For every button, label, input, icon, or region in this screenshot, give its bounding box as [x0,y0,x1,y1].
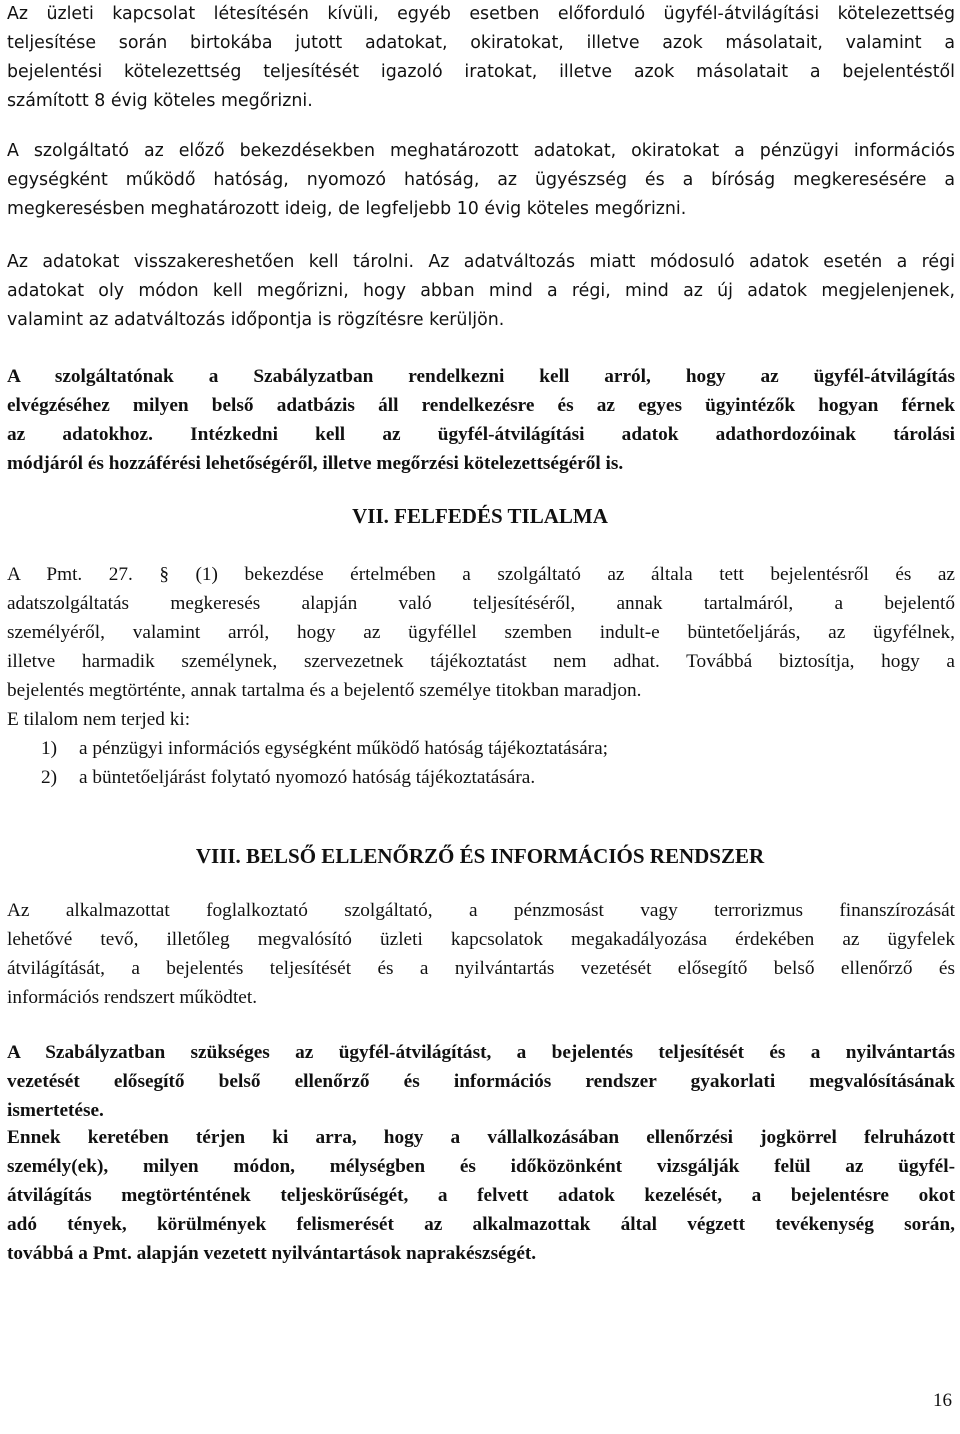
paragraph-retention-10-years [7,137,955,224]
text-line: valamint az adatváltozás időpontja is rögzítésre kerüljön. [7,310,505,330]
text-line: adó tények, körülmények felismerését az alkalmazottak által végzett tevékenység során, [7,1214,955,1235]
text-line: az adatokhoz. Intézkedni kell az ügyfél-átvilágítási adatok adathordozóinak tárolási [7,424,955,445]
text-line: A Pmt. 27. § (1) bekezdése értelmében a szolgáltató az általa tett bejelentésről és az [7,564,955,585]
list-number: 2) [41,767,58,788]
text-line: egységként működő hatóság, nyomozó hatóság, az ügyészség és a bíróság megkeresésére a [7,170,955,190]
text-line: adatszolgáltatás megkeresés alapján való teljesítéséről, annak tartalmáról, a bejelentő [7,593,955,614]
text-line: illetve harmadik személynek, szervezetnek tájékoztatást nem adhat. Továbbá biztosítja, hogy a [7,651,955,672]
section-heading-viii: VIII. BELSŐ ELLENŐRZŐ ÉS INFORMÁCIÓS RENDSZER [195,844,765,868]
paragraph-database-access [7,362,955,478]
text-line: Az adatokat visszakereshetően kell tárolni. Az adatváltozás miatt módosuló adatok esetén a régi [7,252,955,272]
text-line: A szolgáltató az előző bekezdésekben meghatározott adatokat, okiratokat a pénzügyi információs [7,141,955,161]
page-number: 16 [933,1390,952,1411]
text-line: A Szabályzatban szükséges az ügyfél-átvilágítást, a bejelentés teljesítését és a nyilvántartás [7,1042,955,1063]
text-line: továbbá a Pmt. alapján vezetett nyilvántartások naprakészségét. [7,1243,537,1264]
paragraph-disclosure-ban [7,560,955,734]
paragraph-policy-requirement [7,1038,955,1125]
text-line: ismertetése. [7,1100,104,1121]
text-line: Ennek keretében térjen ki arra, hogy a vállalkozásában ellenőrzési jogkörrel felruházott [7,1127,955,1148]
paragraph-storage [7,248,955,335]
text-line: bejelentés megtörténte, annak tartalma és a bejelentő személye titokban maradjon. [7,680,642,701]
exception-intro: E tilalom nem terjed ki: [7,709,191,730]
text-line: információs rendszert működtet. [7,987,258,1008]
text-line: átvilágítását, a bejelentés teljesítését és a nyilvántartás vezetését elősegítő belső ellenőrző és [7,958,955,979]
text-line: A szolgáltatónak a Szabályzatban rendelkezni kell arról, hogy az ügyfél-átvilágítás [7,366,955,387]
text-line: teljesítése során birtokába jutott adatokat, okiratokat, illetve azok másolatait, valamint a [7,33,955,53]
paragraph-internal-control [7,896,955,1012]
list-text: a büntetőeljárást folytató nyomozó hatóság tájékoztatására. [79,767,536,788]
list-number: 1) [41,738,58,759]
text-line: számított 8 évig köteles megőrizni. [7,91,313,111]
list-text: a pénzügyi információs egységként működő hatóság tájékoztatására; [79,738,608,759]
text-line: személy(ek), milyen módon, mélységben és időközönként vizsgálják felül az ügyfél- [7,1156,955,1177]
text-line: elvégzéséhez milyen belső adatbázis áll rendelkezésre és az egyes ügyintézők hogyan férnek [7,395,955,416]
text-line: módjáról és hozzáférési lehetőségéről, illetve megőrzési kötelezettségéről is. [7,453,624,474]
list-item [41,734,608,763]
text-line: bejelentési kötelezettség teljesítését igazoló iratokat, illetve azok másolatait a bejelentéstől [7,62,955,82]
text-line: Az alkalmazottat foglalkoztató szolgáltató, a pénzmosást vagy terrorizmus finanszírozását [7,900,955,921]
text-line: Az üzleti kapcsolat létesítésén kívüli, egyéb esetben előforduló ügyfél-átvilágítási kötelezettség [7,4,955,24]
text-line: lehetővé tevő, illetőleg megvalósító üzleti kapcsolatok megakadályozása érdekében az ügyfelek [7,929,955,950]
text-line: személyéről, valamint arról, hogy az ügyféllel szemben indult-e büntetőeljárás, az ügyfélnek, [7,622,955,643]
text-line: vezetését elősegítő belső ellenőrző és információs rendszer gyakorlati megvalósításának [7,1071,955,1092]
text-line: megkeresésben meghatározott ideig, de legfeljebb 10 évig köteles megőrizni. [7,199,687,219]
paragraph-review-scope [7,1123,955,1268]
list-item [41,763,535,792]
paragraph-retention-8-years [7,0,955,116]
text-line: átvilágítás megtörténtének teljeskörűségét, a felvett adatok kezelését, a bejelentésre okot [7,1185,955,1206]
text-line: adatokat oly módon kell megőrizni, hogy abban mind a régi, mind az új adatok megjelenjenek, [7,281,955,301]
section-heading-vii: VII. FELFEDÉS TILALMA [352,504,608,528]
